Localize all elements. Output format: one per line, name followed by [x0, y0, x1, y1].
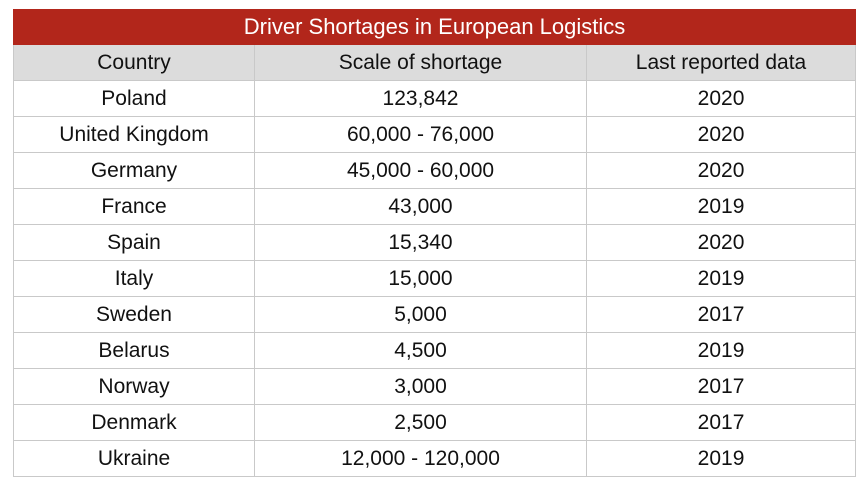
cell-scale: 12,000 - 120,000	[255, 441, 587, 477]
cell-year: 2019	[587, 261, 856, 297]
cell-country: Poland	[14, 81, 255, 117]
table-row	[14, 117, 856, 153]
cell-scale: 15,000	[255, 261, 587, 297]
cell-country: Denmark	[14, 405, 255, 441]
table-row	[14, 333, 856, 369]
cell-scale: 2,500	[255, 405, 587, 441]
table-row	[14, 225, 856, 261]
table-row	[14, 369, 856, 405]
cell-scale: 4,500	[255, 333, 587, 369]
cell-country: Italy	[14, 261, 255, 297]
cell-year: 2019	[587, 333, 856, 369]
cell-country: France	[14, 189, 255, 225]
driver-shortage-table	[13, 9, 856, 477]
cell-year: 2017	[587, 297, 856, 333]
table-row	[14, 81, 856, 117]
cell-year: 2020	[587, 225, 856, 261]
table-row	[14, 189, 856, 225]
cell-year: 2020	[587, 117, 856, 153]
column-header-year: Last reported data	[587, 45, 856, 81]
cell-year: 2020	[587, 153, 856, 189]
cell-scale: 43,000	[255, 189, 587, 225]
cell-year: 2019	[587, 189, 856, 225]
table-row	[14, 405, 856, 441]
cell-year: 2020	[587, 81, 856, 117]
cell-year: 2017	[587, 405, 856, 441]
cell-year: 2017	[587, 369, 856, 405]
cell-country: Norway	[14, 369, 255, 405]
driver-shortage-table-container	[13, 9, 855, 477]
cell-scale: 60,000 - 76,000	[255, 117, 587, 153]
table-header-row	[14, 45, 856, 81]
cell-country: Germany	[14, 153, 255, 189]
table-row	[14, 441, 856, 477]
cell-country: Belarus	[14, 333, 255, 369]
cell-scale: 15,340	[255, 225, 587, 261]
table-row	[14, 153, 856, 189]
table-row	[14, 261, 856, 297]
cell-scale: 123,842	[255, 81, 587, 117]
column-header-country: Country	[14, 45, 255, 81]
cell-country: United Kingdom	[14, 117, 255, 153]
column-header-scale: Scale of shortage	[255, 45, 587, 81]
cell-country: Sweden	[14, 297, 255, 333]
cell-scale: 3,000	[255, 369, 587, 405]
cell-scale: 5,000	[255, 297, 587, 333]
table-title-row	[14, 10, 856, 45]
cell-year: 2019	[587, 441, 856, 477]
table-title: Driver Shortages in European Logistics	[14, 10, 856, 45]
cell-scale: 45,000 - 60,000	[255, 153, 587, 189]
table-row	[14, 297, 856, 333]
cell-country: Spain	[14, 225, 255, 261]
cell-country: Ukraine	[14, 441, 255, 477]
